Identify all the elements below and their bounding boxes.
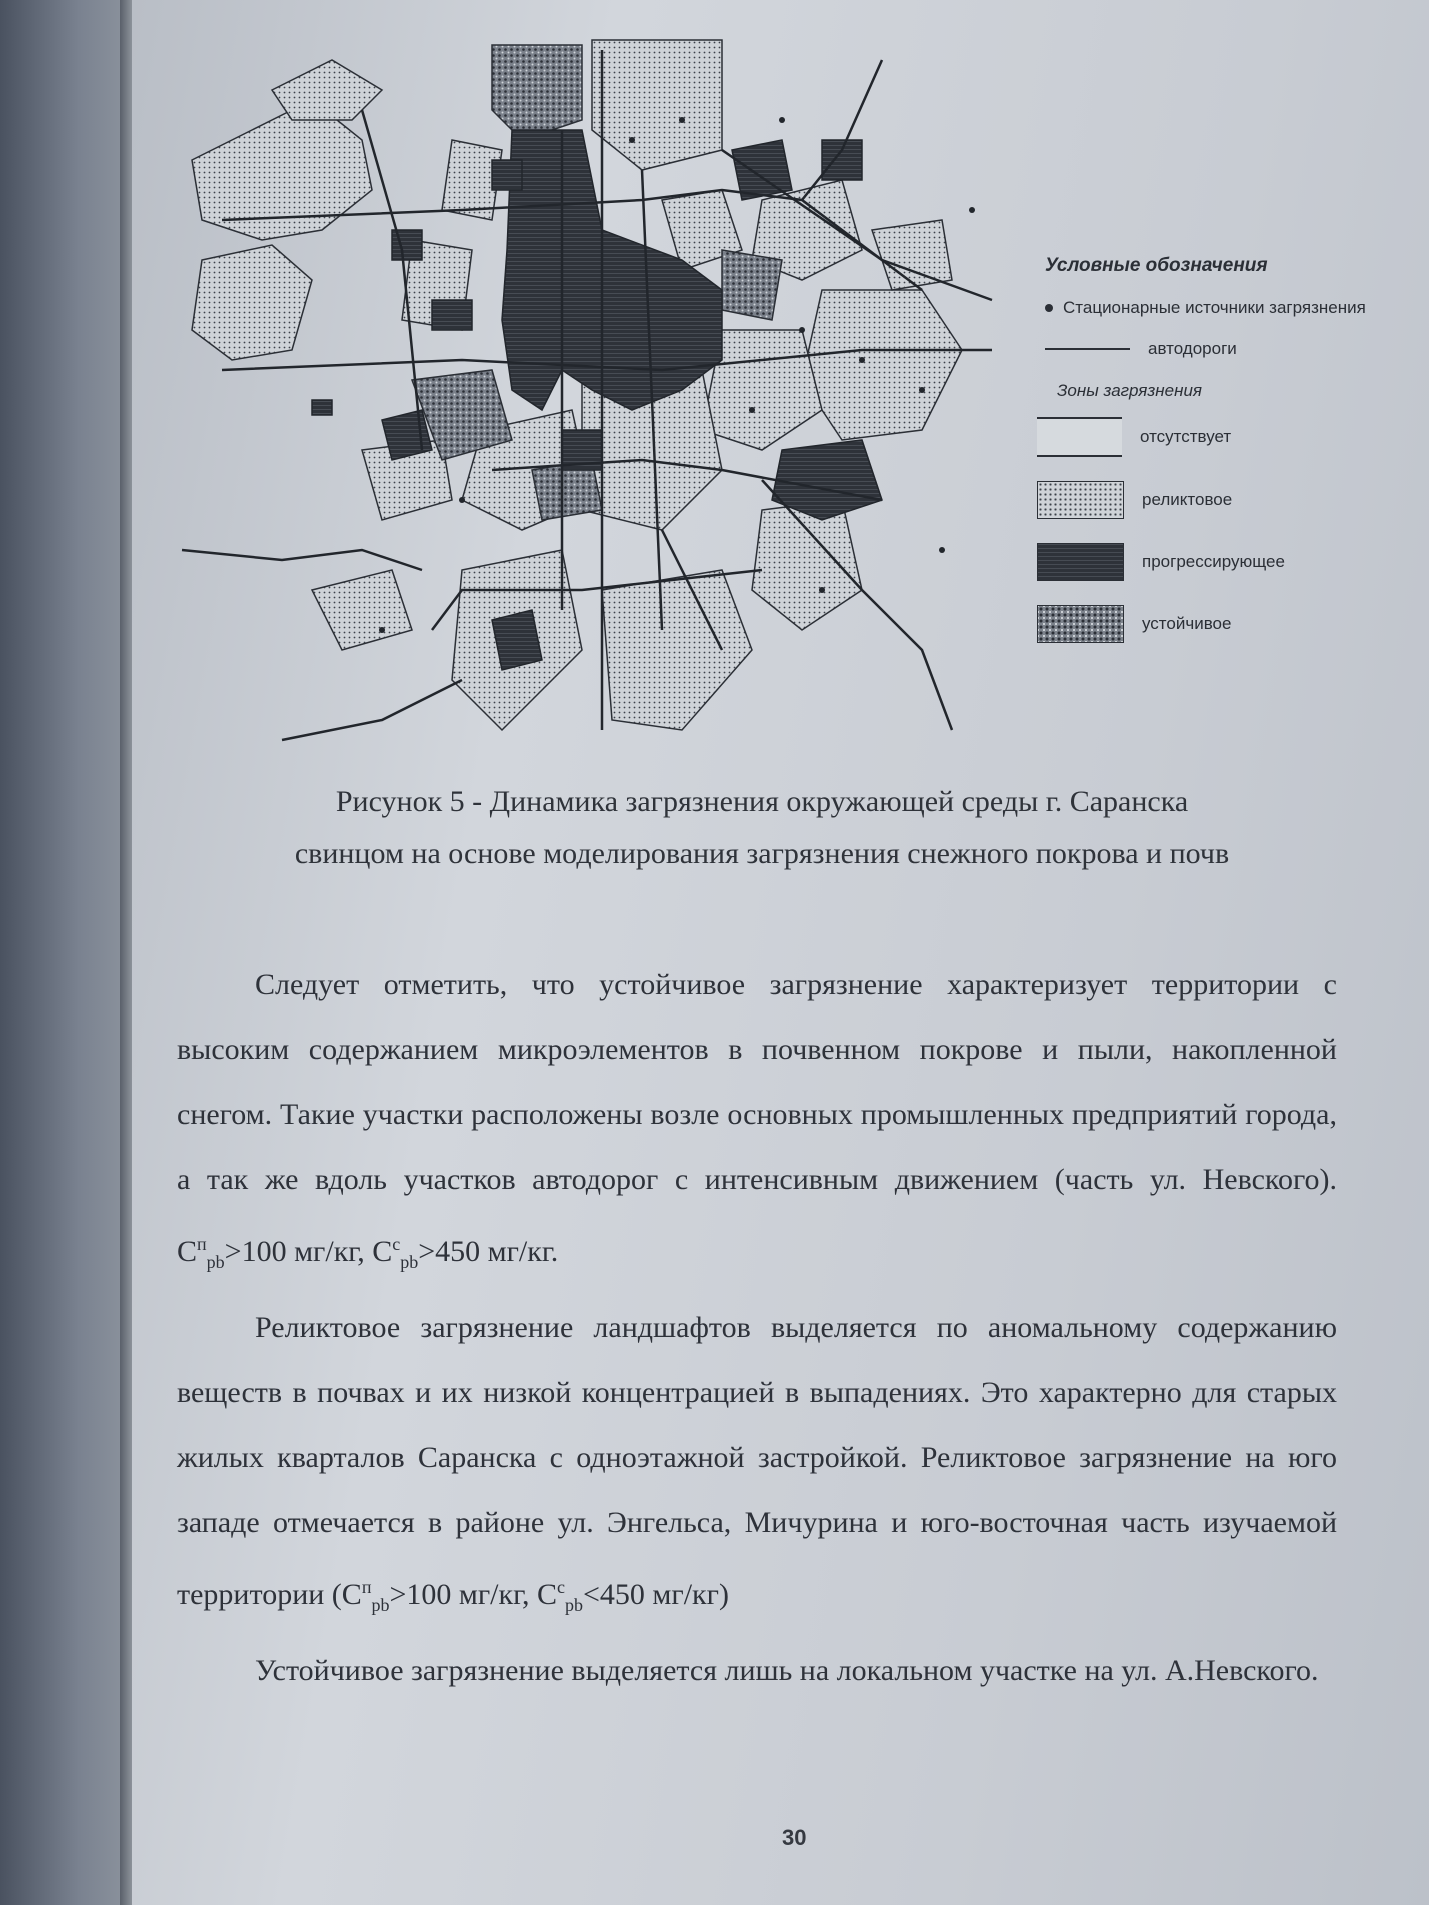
left-page-edge — [0, 0, 132, 1905]
p1-sup-1: п — [197, 1234, 207, 1254]
swatch-progressive — [1037, 543, 1124, 581]
p2-mid: >100 мг/кг, C — [389, 1578, 558, 1611]
legend-zone-progressive — [1037, 543, 1397, 581]
road-line-icon — [1045, 348, 1130, 350]
paragraph-1 — [177, 952, 1337, 1295]
legend-zone-relict-label: реликтовое — [1142, 490, 1233, 509]
legend-zone-relict — [1037, 481, 1397, 519]
page-number: 30 — [782, 1825, 807, 1850]
legend-zone-none — [1037, 417, 1397, 457]
legend-zone-none-label: отсутствует — [1140, 427, 1232, 446]
swatch-stable — [1037, 605, 1124, 643]
p1-end: >450 мг/кг. — [418, 1235, 559, 1268]
legend-sources-label: Стационарные источники загрязнения — [1063, 298, 1366, 317]
caption-line-2: свинцом на основе моделирования загрязнения снежного покрова и почв — [294, 837, 1230, 870]
caption-line-1: Рисунок 5 - Динамика загрязнения окружающей среды г. Саранска — [335, 785, 1189, 818]
legend-roads-label: автодороги — [1148, 339, 1237, 358]
source-dot-icon — [1045, 304, 1053, 312]
legend-zone-progressive-label: прогрессирующее — [1142, 552, 1285, 571]
p2-sup-1: п — [361, 1577, 372, 1597]
legend-roads — [1037, 339, 1397, 359]
p1-mid: >100 мг/кг, C — [224, 1235, 393, 1268]
swatch-relict — [1037, 481, 1124, 519]
figure-caption — [162, 776, 1362, 880]
paragraph-2 — [177, 1295, 1337, 1638]
p2-sup-2: с — [557, 1577, 566, 1597]
p2-text: Реликтовое загрязнение ландшафтов выделяется по аномальному содержанию веществ в почвах и их низкой концентрацией в выпадениях. Это характерно для старых жилых кварталов Саранска с одноэтажной застройкой. Реликтовое загрязнение на юго западе отмечается в районе ул. Энгельса, Мичурина и юго-восточная часть изучаемой территории (C — [177, 1311, 1337, 1611]
map-legend — [1037, 255, 1397, 667]
p1-sup-2: с — [392, 1234, 401, 1254]
body-text — [177, 952, 1337, 1703]
legend-zones-title: Зоны загрязнения — [1057, 381, 1202, 400]
legend-zone-stable-label: устойчивое — [1142, 614, 1232, 633]
swatch-none — [1037, 417, 1122, 457]
p2-end: <450 мг/кг) — [583, 1578, 729, 1611]
p2-sub-2: pb — [565, 1595, 584, 1615]
p1-sub-2: pb — [400, 1252, 419, 1272]
pollution-map-figure — [162, 30, 1162, 770]
p2-sub-1: pb — [371, 1595, 390, 1615]
legend-zone-stable — [1037, 605, 1397, 643]
p1-sub-1: pb — [206, 1252, 225, 1272]
legend-title: Условные обозначения — [1045, 255, 1268, 276]
pollution-map — [162, 30, 1162, 770]
paragraph-3: Устойчивое загрязнение выделяется лишь на локальном участке на ул. А.Невского. — [255, 1654, 1319, 1687]
legend-sources — [1037, 299, 1397, 317]
p1-text: Следует отметить, что устойчивое загрязнение характеризует территории с высоким содержанием микроэлементов в почвенном покрове и пыли, накопленной снегом. Такие участки расположены возле основных промышленных предприятий города, а так же вдоль участков автодорог с интенсивным движением (часть ул. Невского). C — [177, 968, 1337, 1268]
document-page — [132, 0, 1429, 1905]
